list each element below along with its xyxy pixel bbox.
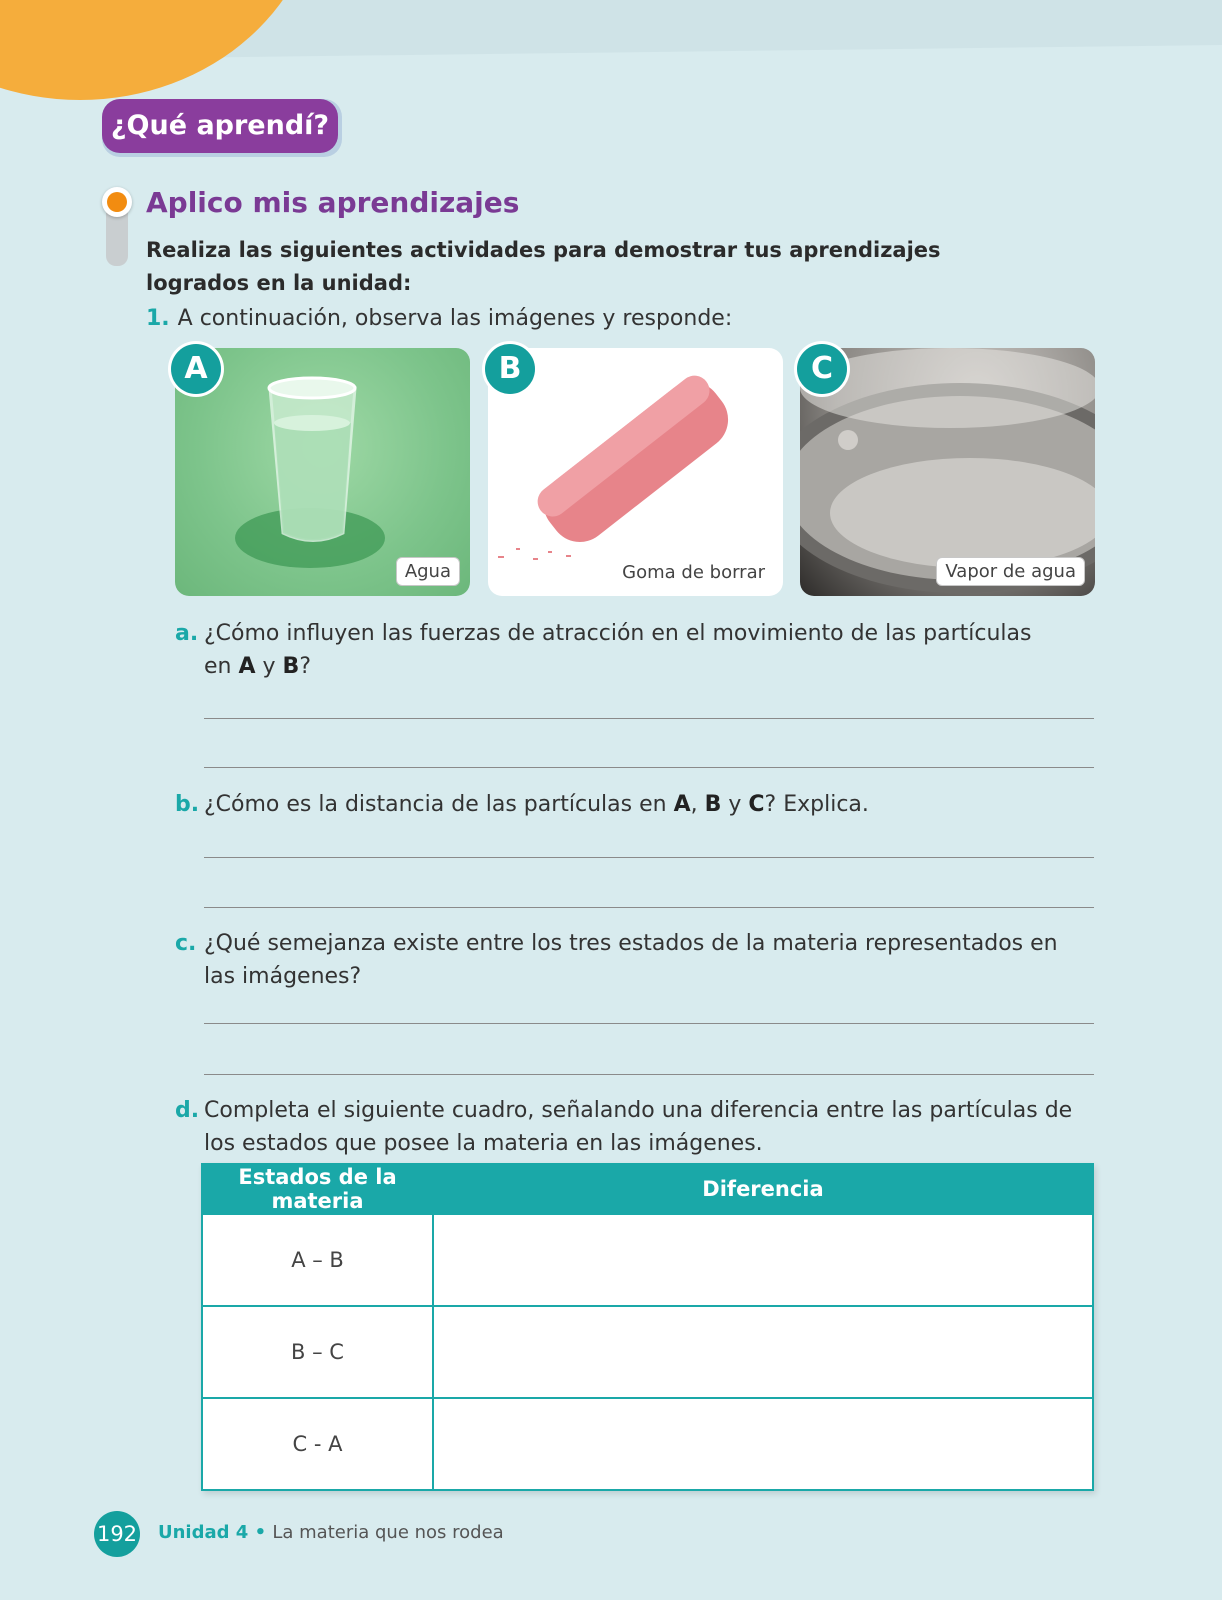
state-cell: C - A	[202, 1398, 433, 1490]
badge-c: C	[797, 344, 847, 394]
header-difference: Diferencia	[433, 1164, 1093, 1214]
question-b-letter: b.	[175, 792, 200, 817]
question-c	[175, 927, 1075, 993]
question-a-text: ?	[299, 654, 311, 679]
question-a-letter: a.	[175, 621, 199, 646]
question-b-text: ,	[690, 792, 705, 817]
answer-line-a2[interactable]	[204, 767, 1094, 768]
question-a-text: y	[255, 654, 283, 679]
question-d	[175, 1094, 1075, 1160]
difference-cell[interactable]	[433, 1306, 1093, 1398]
instructions-text: Realiza las siguientes actividades para demostrar tus aprendizajes logrados en la unidad:	[146, 238, 941, 295]
badge-b: B	[485, 344, 535, 394]
answer-line-b2[interactable]	[204, 907, 1094, 908]
question-a	[175, 617, 1075, 683]
caption-water: Agua	[396, 557, 460, 586]
question-a-ref-a: A	[238, 654, 256, 679]
pin-stem-decoration	[106, 210, 128, 266]
image-water	[175, 348, 470, 596]
question-d-letter: d.	[175, 1098, 200, 1123]
section-banner	[102, 99, 342, 157]
question-a-ref-b: B	[282, 654, 300, 679]
question-b-ref-c: C	[748, 792, 765, 817]
table-row	[202, 1398, 1093, 1490]
question-1-number: 1.	[146, 306, 170, 331]
answer-line-c2[interactable]	[204, 1074, 1094, 1075]
table-row	[202, 1306, 1093, 1398]
caption-eraser: Goma de borrar	[614, 559, 773, 586]
question-c-line1: ¿Qué semejanza existe entre los tres estados de la materia representados en	[204, 931, 1058, 956]
question-d-line1: Completa el siguiente cuadro, señalando una diferencia entre las partículas de	[204, 1098, 1073, 1123]
question-a-text: en	[204, 654, 239, 679]
differences-table	[201, 1163, 1094, 1491]
question-a-line1: ¿Cómo influyen las fuerzas de atracción en el movimiento de las partículas	[204, 621, 1032, 646]
header-states: Estados de la materia	[202, 1164, 433, 1214]
answer-line-a1[interactable]	[204, 718, 1094, 719]
footer-text	[158, 1522, 504, 1543]
image-eraser	[488, 348, 783, 596]
pin-icon	[102, 187, 132, 217]
image-steam	[800, 348, 1095, 596]
footer-title: La materia que nos rodea	[272, 1522, 504, 1543]
table-header-row	[202, 1164, 1093, 1214]
page-number: 192	[94, 1511, 140, 1557]
section-title: Aplico mis aprendizajes	[146, 186, 520, 219]
question-c-line2: las imágenes?	[204, 964, 362, 989]
state-cell: A – B	[202, 1214, 433, 1306]
question-b-text: ¿Cómo es la distancia de las partículas en	[204, 792, 674, 817]
question-b-text: y	[721, 792, 749, 817]
badge-a: A	[171, 344, 221, 394]
question-b-ref-b: B	[704, 792, 722, 817]
footer-separator: •	[248, 1522, 273, 1543]
answer-line-b1[interactable]	[204, 857, 1094, 858]
state-cell: B – C	[202, 1306, 433, 1398]
difference-cell[interactable]	[433, 1214, 1093, 1306]
question-a-line2	[175, 650, 1075, 683]
question-b-text: ? Explica.	[764, 792, 869, 817]
difference-cell[interactable]	[433, 1398, 1093, 1490]
question-d-line2: los estados que posee la materia en las imágenes.	[204, 1131, 763, 1156]
footer-unit: Unidad 4	[158, 1522, 249, 1543]
caption-steam: Vapor de agua	[936, 557, 1085, 586]
banner-label: ¿Qué aprendí?	[102, 99, 338, 153]
table-row	[202, 1214, 1093, 1306]
answer-line-c1[interactable]	[204, 1023, 1094, 1024]
question-c-letter: c.	[175, 931, 197, 956]
question-b	[175, 788, 1075, 821]
question-1-text: A continuación, observa las imágenes y responde:	[177, 306, 733, 331]
question-b-ref-a: A	[673, 792, 691, 817]
question-1	[146, 306, 732, 331]
